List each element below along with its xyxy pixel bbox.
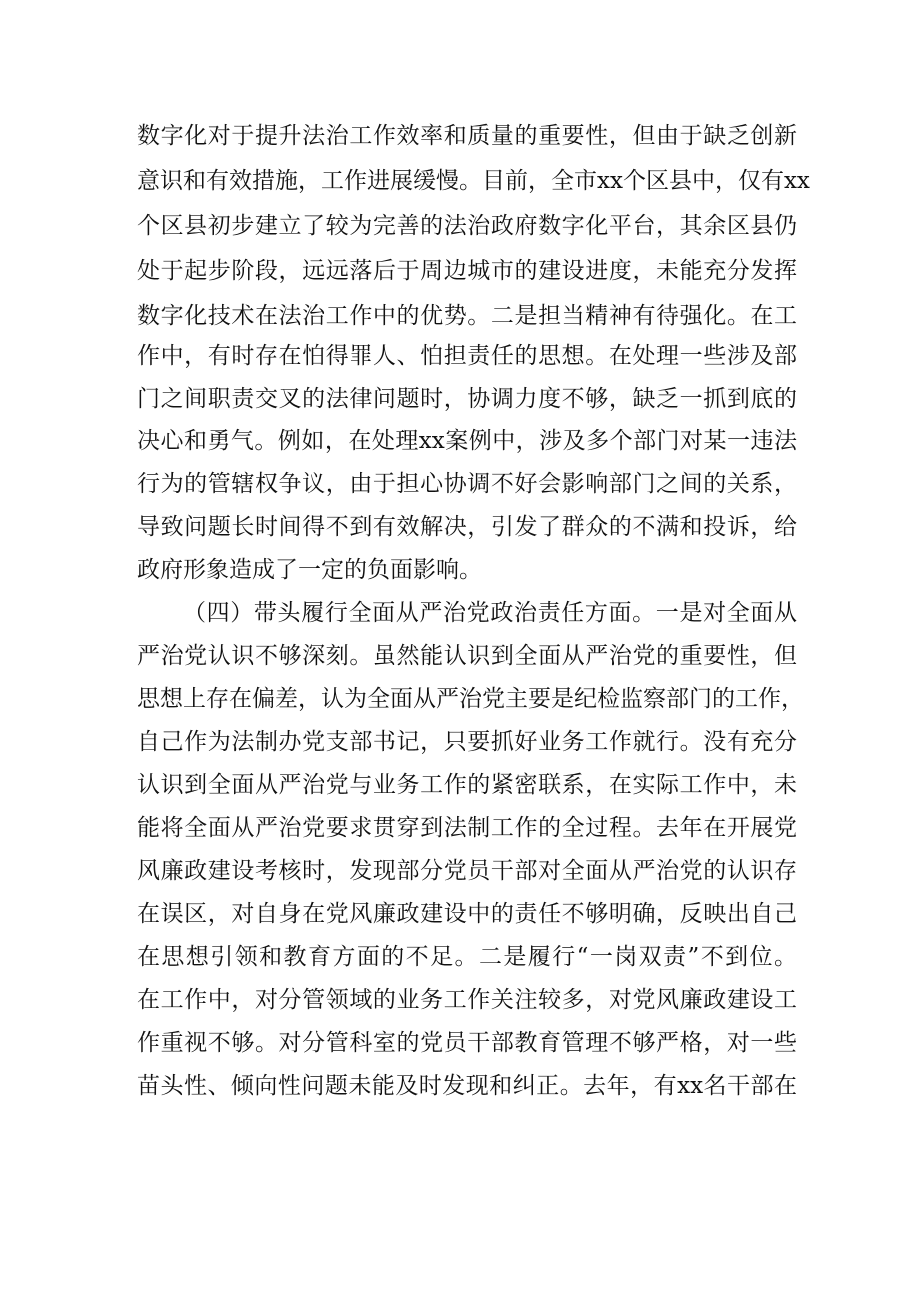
text-line: 严治党认识不够深刻。虽然能认识到全面从严治党的重要性，但	[137, 643, 797, 669]
text-line: 思想上存在偏差，认为全面从严治党主要是纪检监察部门的工作，	[137, 686, 804, 712]
section-heading-line: （四）带头履行全面从严治党政治责任方面。一是对全面从	[183, 600, 797, 626]
text-line: 作重视不够。对分管科室的党员干部教育管理不够严格，对一些	[137, 1030, 797, 1056]
text-line: 能将全面从严治党要求贯穿到法制工作的全过程。去年在开展党	[137, 815, 797, 841]
text-line: 导致问题长时间得不到有效解决，引发了群众的不满和投诉，给	[137, 514, 797, 540]
text-line: 处于起步阶段，远远落后于周边城市的建设进度，未能充分发挥	[137, 258, 797, 284]
text-line: 作中，有时存在怕得罪人、怕担责任的思想。在处理一些涉及部	[137, 343, 797, 369]
text-line: 行为的管辖权争议，由于担心协调不好会影响部门之间的关系，	[137, 471, 797, 497]
text-line: 数字化对于提升法治工作效率和质量的重要性，但由于缺乏创新	[137, 123, 797, 149]
text-line: 在工作中，对分管领域的业务工作关注较多，对党风廉政建设工	[137, 987, 797, 1013]
text-line: 自己作为法制办党支部书记，只要抓好业务工作就行。没有充分	[137, 729, 797, 755]
text-line: 风廉政建设考核时，发现部分党员干部对全面从严治党的认识存	[137, 858, 797, 884]
text-line: 在误区，对自身在党风廉政建设中的责任不够明确，反映出自己	[137, 901, 797, 927]
text-line: 个区县初步建立了较为完善的法治政府数字化平台，其余区县仍	[137, 213, 797, 239]
text-line: 决心和勇气。例如，在处理xx案例中，涉及多个部门对某一违法	[137, 428, 797, 454]
text-line: 苗头性、倾向性问题未能及时发现和纠正。去年，有xx名干部在	[137, 1073, 797, 1099]
text-line: 政府形象造成了一定的负面影响。	[137, 557, 482, 583]
text-line: 门之间职责交叉的法律问题时，协调力度不够，缺乏一抓到底的	[137, 386, 797, 412]
text-line: 认识到全面从严治党与业务工作的紧密联系，在实际工作中，未	[137, 772, 797, 798]
text-line: 在思想引领和教育方面的不足。二是履行“一岗双责”不到位。	[137, 944, 797, 970]
text-line: 数字化技术在法治工作中的优势。二是担当精神有待强化。在工	[137, 303, 797, 329]
text-line: 意识和有效措施，工作进展缓慢。目前，全市xx个区县中，仅有xx	[137, 168, 810, 194]
